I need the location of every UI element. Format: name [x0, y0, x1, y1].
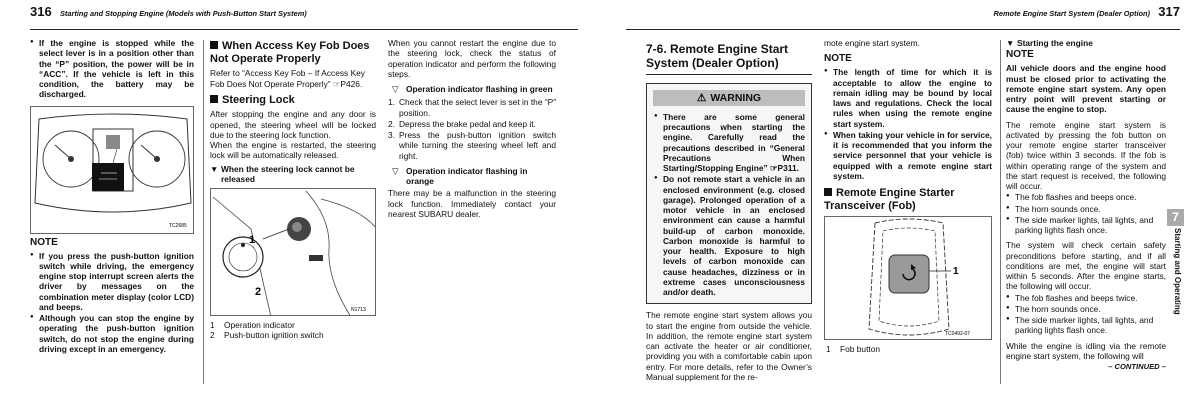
list-item: 2. Depress the brake pedal and keep it.: [388, 118, 536, 129]
ignition-switch-figure: [210, 188, 376, 316]
note-title: NOTE: [30, 236, 58, 248]
list-item: ● The side marker lights, tail lights, and parking lights flash once.: [1015, 215, 1166, 236]
chapter-tab: 7: [1167, 209, 1184, 226]
list-item: ● There are some general precautions when starting the engine. Carefully read the precautions described in “General Precautions When Starting/Stopping Engine” ☞P311.: [663, 112, 805, 174]
figure-code: TC0492-07: [945, 331, 971, 338]
left-page: [0, 0, 592, 402]
triangle-outline-icon: ▽: [392, 84, 399, 94]
warning-list: [647, 112, 811, 298]
figure-code: N1713: [351, 307, 366, 314]
right-page: [608, 0, 1200, 402]
triangle-outline-icon: ▽: [392, 165, 399, 176]
figure-captions: [210, 320, 376, 341]
steps-list: [388, 97, 556, 161]
paragraph: When you cannot restart the engine due to the steering lock, check the status of operation indicator and perform the following steps.: [388, 38, 556, 79]
list-item: ● The horn sounds once.: [1015, 204, 1166, 214]
callout-1: 1: [249, 234, 256, 247]
square-bullet-icon: [824, 188, 832, 196]
list-item: 3. Press the push-button ignition switch while turning the steering wheel left and right.: [388, 130, 556, 161]
warning-box: [646, 83, 812, 305]
section-heading-steering-lock: Steering Lock: [210, 94, 376, 107]
right-col-2: [824, 38, 992, 355]
left-header-title: Starting and Stopping Engine (Models with Push-Button Start System): [60, 9, 307, 18]
list-item: 1. Check that the select lever is set in the “P” position.: [388, 97, 556, 118]
list-item: ● If you press the push-button ignition switch while driving, the emergency engine stop interrupt screen alerts the driver by messages on the combination meter display (color LCD) and beeps.: [39, 251, 194, 313]
fob-illustration: [825, 217, 992, 340]
fob-figure: [824, 216, 992, 340]
note-list: [30, 251, 194, 355]
triangle-down-icon: ▼: [1006, 38, 1015, 48]
list-item: ● When taking your vehicle in for service, it is recommended that you inform the service personnel that your vehicle is equipped with a remote engine start system.: [833, 130, 992, 181]
right-page-header: [626, 4, 1180, 30]
right-header-title: Remote Engine Start System (Dealer Option): [993, 9, 1150, 18]
square-bullet-icon: [210, 41, 218, 49]
list-item: ● The length of time for which it is acceptable to allow the engine to remain idling may be bound by local laws and regulations. Check the local rules when using the remote engine start system.: [833, 67, 992, 129]
left-col-1: [30, 38, 194, 355]
left-col-2: [210, 38, 376, 341]
note-title: NOTE: [1006, 49, 1034, 61]
triangle-down-icon: ▼: [210, 163, 219, 174]
chapter-side-label: Starting and Operating: [1172, 228, 1182, 315]
paragraph: After stopping the engine and any door is opened, the steering wheel will be locked due to the steering lock function.: [210, 109, 376, 140]
caption-row: 2 Push-button ignition switch: [210, 330, 324, 341]
left-col-3: [388, 38, 556, 219]
left-page-header: [30, 4, 578, 30]
continued-marker: – CONTINUED –: [1108, 362, 1166, 372]
meter-illustration: [31, 107, 194, 234]
paragraph: While the engine is idling via the remote engine start system, the following will: [1006, 340, 1166, 361]
note-text: All vehicle doors and the engine hood must be closed prior to activating the remote engine start system. Any open entry point will prevent starting or cause the engine to stop.: [1006, 63, 1166, 115]
right-col-3: [1006, 38, 1166, 371]
result-list-2: [1006, 293, 1166, 336]
subheading-not-released: ▼ When the steering lock cannot be released: [210, 163, 355, 184]
list-item: ● Do not remote start a vehicle in an enclosed environment (e.g. closed garage). Prolonged operation of a motor vehicle in an enclosed environment can cause a harmful build-up of carbon monoxide. Carbon monoxide is harmful to your health. Exposure to high levels of carbon monoxide can cause headaches, dizziness or in extreme cases unconsciousness and/or death.: [663, 174, 805, 297]
note-list: [824, 67, 992, 181]
bullet-list-top: [30, 38, 194, 100]
figure-code: TC2685: [169, 222, 187, 229]
paragraph: When the engine is restarted, the steering lock will be automatically released.: [210, 140, 376, 161]
ignition-illustration: [211, 189, 376, 316]
square-bullet-icon: [210, 95, 218, 103]
list-item: ● Although you can stop the engine by operating the push-button ignition switch, do not stop the engine during driving except in an emergency.: [39, 313, 194, 354]
section-heading-transceiver: Remote Engine Starter Transceiver (Fob): [824, 187, 955, 212]
result-list-1: [1006, 192, 1166, 235]
list-item: ● The fob flashes and beeps twice.: [1015, 293, 1166, 303]
caption-row: 1 Fob button: [826, 344, 881, 355]
left-page-number: 316: [30, 4, 52, 19]
list-item: ● The side marker lights, tail lights, and parking lights flash once.: [1015, 315, 1166, 336]
warning-icon: ⚠: [696, 91, 707, 104]
note-title: NOTE: [824, 53, 852, 65]
right-page-number: 317: [1158, 4, 1180, 19]
list-item: ● If the engine is stopped while the select lever is in a position other than the “P” position, the power will be in “ACC”. If the vehicle is left in this condition, the battery may be discharged.: [39, 38, 194, 100]
paragraph: There may be a malfunction in the steering lock function. Immediately contact your nearest SUBARU dealer.: [388, 188, 556, 219]
column-divider: [203, 40, 204, 384]
subheading-green: ▽ Operation indicator flashing in green: [392, 84, 553, 94]
subheading-orange: ▽ Operation indicator flashing in orange: [392, 165, 528, 186]
paragraph: The remote engine start system allows you to start the engine from outside the vehicle. In addition, the remote engine start system can activate the heater or air conditioner, providing you with a comfortable cabin upon entry. For more details, refer to the Owner’s Manual supplement for the re-: [646, 310, 812, 382]
paragraph: Refer to “Access Key Fob – If Access Key Fob Does Not Operate Properly” ☞P426.: [210, 68, 365, 89]
subheading-starting: ▼ Starting the engine: [1006, 38, 1093, 48]
list-item: ● The horn sounds once.: [1015, 304, 1166, 314]
combination-meter-figure: [30, 106, 194, 234]
callout-2: 2: [255, 286, 262, 299]
list-item: ● The fob flashes and beeps once.: [1015, 192, 1166, 202]
paragraph: The system will check certain safety preconditions before starting, and if all conditions are met, the engine will start within 5 seconds. After the engine starts, the following will occur.: [1006, 240, 1166, 292]
paragraph: mote engine start system.: [824, 38, 920, 48]
caption-row: 1 Operation indicator: [210, 320, 295, 331]
column-divider: [1000, 40, 1001, 384]
section-heading-access-key: When Access Key Fob Does Not Operate Properly: [210, 40, 370, 65]
callout-1: 1: [953, 266, 959, 278]
section-title: 7-6. Remote Engine Start System (Dealer Option): [646, 42, 812, 75]
paragraph: The remote engine start system is activated by pressing the fob button on your remote engine starter transceiver (fob) twice within 3 seconds. If the fob is within operating range of the system and the start request is received, the following will occur.: [1006, 119, 1166, 192]
warning-header: ⚠ WARNING: [653, 90, 805, 106]
right-col-1: [646, 38, 812, 382]
